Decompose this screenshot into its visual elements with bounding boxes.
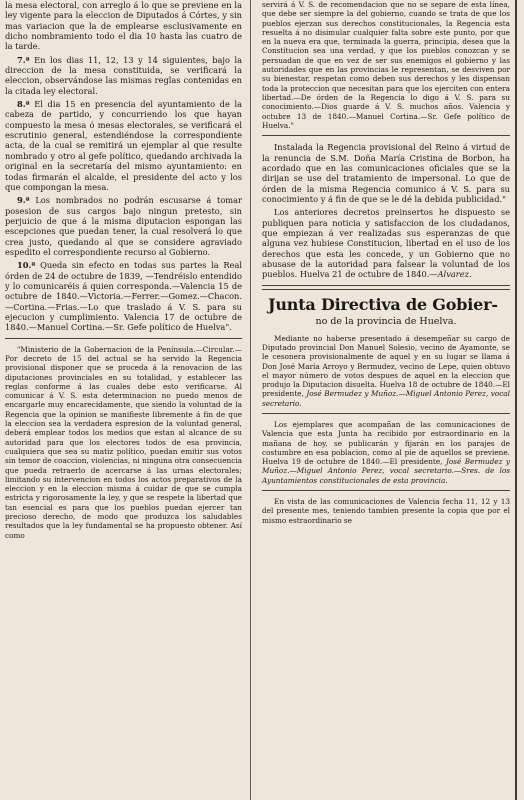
section-rule (5, 338, 242, 339)
article-10-text: Queda sin efecto en todas sus partes la Real órden de 24 de octubre de 1839, —Tendréislo entendido y lo comunicaréis á quien corresponda.—Valencia 15 de octubre de 1840.—Victoria.—Ferrer.—Gomez.—Chacon.—Cortina.—Frias.—Lo que traslado á V. S. para su ejecucion y cumplimiento. Valencia 17 de octubre de 1840.—Manuel Cortina.—Sr. Gefe político de Huelva". (5, 260, 242, 333)
mediante-text: Mediante no haberse presentado á desempeñar su cargo de Diputado provincial Don Manuel Solesio, vecino de Ayamonte, se le cesonera provisionalmente de aquel y en su lugar se llama á Don José María Arroyo y Bermudez, vecino de Lepe, quien obtuvo el mayor número de votos despues de aquel en la eleccion que produjo la Diputacion disuelta. Huelva 18 de octubre de 1840.—El presidente, (262, 333, 510, 399)
section-rule (262, 135, 510, 136)
article-8 (5, 99, 242, 192)
anteriores-paragraph (262, 207, 510, 279)
ejemplares-signature: José Bermudez y Muñoz.—Miguel Antonio Perez, vocal secretario.—Sres. de los Ayuntamientos constitucionales de esta provincia. (262, 457, 511, 485)
ejemplares-text: Los ejemplares que acompañan de las comunicaciones de Valencia que esta Junta ha recibido por estraordinario en la mañana de hoy, se publicarán y fijarán en los parajes de costumbre en esa poblacion, como al pie de aquellos se previene. Huelva 19 de octubre de 1840.—El presidente, (262, 420, 510, 467)
article-8-number: 8.ª (17, 99, 30, 110)
article-10-number: 10.ª (17, 260, 36, 271)
article-7 (5, 55, 242, 96)
section-subheading: no de la provincia de Huelva. (315, 315, 457, 327)
article-9-number: 9.ª (17, 195, 30, 206)
article-10 (5, 260, 242, 332)
column-divider (250, 0, 251, 800)
ministerio-circular: "Ministerio de la Gobernacion de la Península.—Circular.—Por decreto de 15 del actual se ha servido la Regencia provisional disponer que se proceda á la renovacion de las diputaciones provinciales en su totalidad, y establecer las reglas conforme á las cuales debe esto verificarse. Al comunicar á V. S. esta determinacion no puedo menos de encargarle muy encarecidamente, que siendo la voluntad de la Regencia que la opinion se manifieste libremente á fin de que la eleccion sea la verdadera espresion de la voluntad general, deberá emplear todos los medios que estan al alcance de su autoridad para que los electores todos de esa provincia, cualquiera que sea su matiz político, puedan emitir sus votos sin temor de coaccion, violencias, ni ninguna otra consecuencia que pueda retraerlo de acercarse á las urnas electorales; limitando su intervencion en todos los actos preparativos de la eleccion y en la eleccion misma á cuidar de que se cumpla estricta y rigorosamente la ley, y que se respete la libertad que tan esencial es para que los pueblos puedan ejercer tan precioso derecho, de modo que produzca los saludables resultados que la ley fundamental se ha propuesto obtener. Así como (5, 344, 242, 540)
intro-paragraph: la mesa electoral, con arreglo á lo que se previene en la ley vigente para la eleccion de Diputados á Córtes, y sin mas variacion que la de emplearse esclusivamente en dicho nombramiento todo el dia 10 hasta las cuatro de la tarde. (5, 0, 242, 52)
page-edge (515, 0, 517, 800)
anteriores-text: Los anteriores decretos preinsertos he dispuesto se publiquen para noticia y satisfaccion de los ciudadanos, que empiezan á ver realizadas sus esperanzas de que alguna vez hubiese Constitucion, libertad en el uso de los derechos que esta les concede, y un Gobierno que no abusase de la autoridad para falsear la voluntad de los pueblos. Huelva 21 de octubre de 1840.— (262, 207, 510, 280)
mediante-paragraph (262, 334, 510, 408)
vista-paragraph: En vista de las comunicaciones de Valencia fecha 11, 12 y 13 del presente mes, teniendo tambien presente la copia que por el mismo estraordinario se (262, 497, 510, 525)
section-rule (262, 490, 510, 491)
left-column (5, 0, 242, 543)
instalada-paragraph: Instalada la Regencia provisional del Reino á virtud de la renuncia de S.M. Doña María Cristina de Borbon, ha acordado que en las comunicaciones oficiales que se la dirijan se use del tratamiento de impersonal. Lo que de órden de la misma Regencia comunico á V. S. para su conocimiento y á fin de que se le dé la debida publicidad." (262, 142, 510, 204)
right-column (262, 0, 510, 528)
heading-rule (262, 285, 510, 290)
article-7-text: En los dias 11, 12, 13 y 14 siguientes, bajo la direccion de la mesa constituida, se verificará la eleccion, observándose las mismas reglas contenidas en la citada ley electoral. (5, 54, 242, 96)
article-7-number: 7.ª (17, 54, 30, 65)
mediante-signature: José Bermudez y Muñoz.—Miguel Antonio Perez, vocal secretario. (262, 389, 510, 408)
circular-continuation: servirá á V. S. de recomendacion que no se separe de esta línea, que debe ser siempre la del gobierno, cuando se trata de que los pueblos ejerzan sus derechos constitucionales, la Regencia esta resuelta á no disimular cualquier falta sobre este punto, por que en la nueva era que, terminada la guerra, principia, desea que la Constitucion sea una verdad, y que los pueblos conozcan y se persuadan de que en vez de ser sus enemigos el gobierno y las autoridades que en las provincias le representan, se desviven por su bienestar, respetan como deben sus derechos y les dispensan toda la proteccion que necesitan para que los ejerciten con entera libertad.—De órden de la Regencia lo digo á V. S. para su conocimiento.—Dios guarde á V. S. muchos años. Valencia y octubre 13 de 1840.—Manuel Cortina.—Sr. Gefe político de Huelva." (262, 0, 510, 130)
article-9-text: Los nombrados no podrán escusarse á tomar posesion de sus cargos bajo ningun pretesto, sin perjuicio de que á la misma diputacion espongan las escepciones que puedan tener, la cual resolverá lo que crea justo, quedando al que se considere agraviado espedito el correspondiente recurso al Gobierno. (5, 195, 242, 257)
article-9 (5, 195, 242, 257)
section-rule (262, 413, 510, 414)
article-8-text: El dia 15 en presencia del ayuntamiento de la cabeza de partido, y concurriendo los que hayan compuesto la mesa ó mesas electorales, se verificará el escrutinio general, estendiéndose la correspondiente acta, de la cual se remitirá un ejemplar al que resulte nombrado y otro al gefe político, quedando archivada la original en la secretaría del mismo ayuntamiento: en todas firmarán el alcalde, el presidente del acto y los que compongan la mesa. (5, 99, 242, 192)
ejemplares-paragraph (262, 420, 510, 485)
section-heading: Junta Directiva de Gobier- (268, 294, 498, 314)
alvarez-signature: Alvarez. (437, 269, 472, 280)
